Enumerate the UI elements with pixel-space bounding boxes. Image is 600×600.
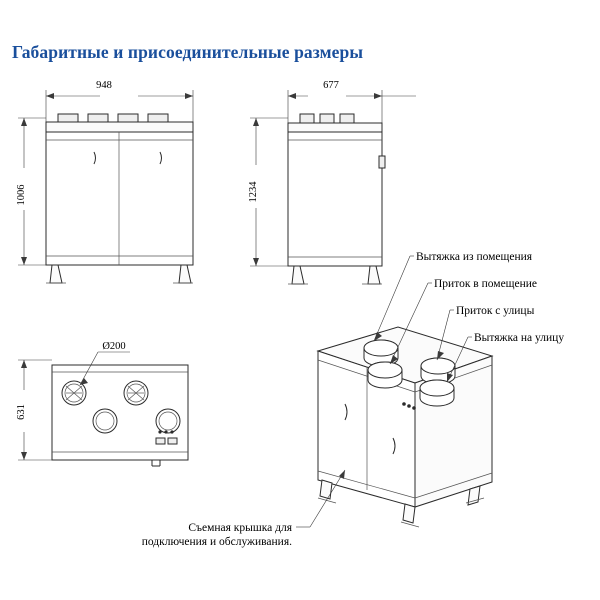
cover-note-line2: подключения и обслуживания. [141, 536, 292, 548]
isometric-view [296, 256, 492, 527]
callout-exhaust-to-street: Вытяжка на улицу [474, 332, 565, 344]
side-height-label: 1234 [248, 181, 259, 203]
callout-supply-to-room: Приток в помещение [434, 278, 538, 290]
duct-diameter-label: Ø200 [102, 341, 126, 352]
page-title: Габаритные и присоединительные размеры [12, 42, 364, 62]
cover-note-line1: Съемная крышка для [188, 522, 292, 534]
top-view [16, 341, 188, 466]
callout-exhaust-from-room: Вытяжка из помещения [416, 251, 533, 263]
front-view [16, 80, 193, 283]
side-width-label: 677 [323, 80, 339, 91]
front-width-label: 948 [96, 80, 112, 91]
callout-supply-from-street: Приток с улицы [456, 305, 535, 317]
side-view [248, 80, 416, 284]
front-height-label: 1006 [16, 184, 27, 206]
top-depth-label: 631 [16, 404, 27, 420]
